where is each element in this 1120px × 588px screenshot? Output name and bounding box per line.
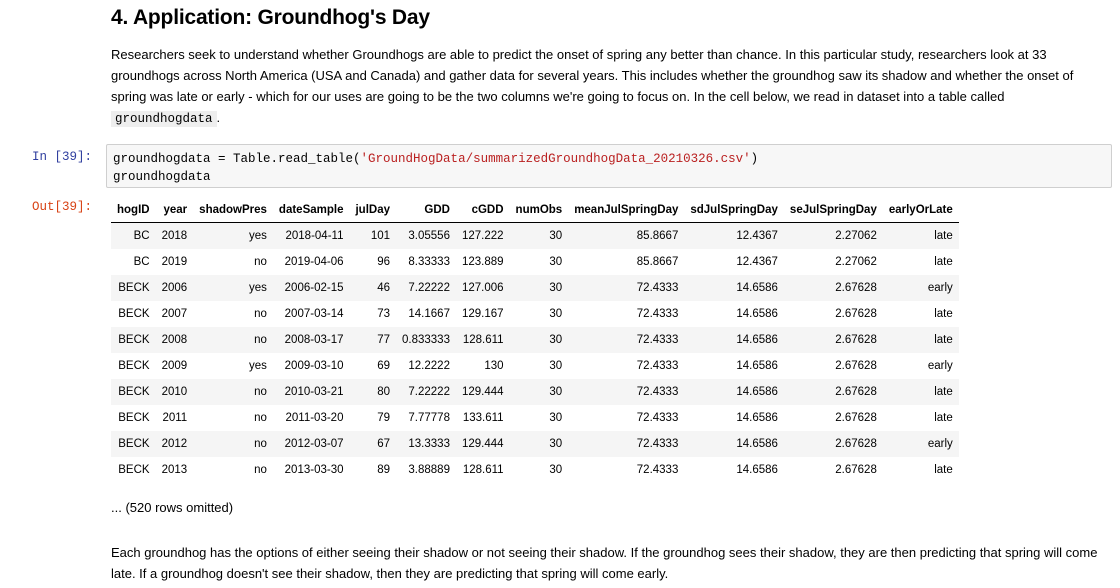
column-header: shadowPres (193, 198, 273, 223)
table-cell: 2012-03-07 (273, 431, 350, 457)
table-cell: 2.67628 (784, 457, 883, 483)
table-cell: 2.67628 (784, 405, 883, 431)
table-cell: 2.67628 (784, 353, 883, 379)
table-cell: 129.167 (456, 301, 510, 327)
table-cell: 2018 (156, 223, 194, 250)
table-row (111, 457, 959, 483)
table-cell: 72.4333 (568, 275, 684, 301)
explanation-markdown-cell (111, 542, 1106, 584)
table-cell: 2.67628 (784, 327, 883, 353)
table-cell: BC (111, 249, 156, 275)
table-cell: 127.222 (456, 223, 510, 250)
table-cell: BC (111, 223, 156, 250)
table-cell: early (883, 353, 959, 379)
input-prompt: In [39]: (32, 150, 93, 164)
table-cell: 7.77778 (396, 405, 456, 431)
column-header: sdJulSpringDay (684, 198, 784, 223)
table-cell: 72.4333 (568, 327, 684, 353)
table-cell: 30 (510, 301, 569, 327)
table-cell: 130 (456, 353, 510, 379)
table-cell: 3.88889 (396, 457, 456, 483)
table-cell: late (883, 223, 959, 250)
table-cell: 96 (349, 249, 396, 275)
table-cell: BECK (111, 431, 156, 457)
table-cell: 30 (510, 327, 569, 353)
inline-code-groundhogdata: groundhogdata (111, 111, 217, 127)
table-cell: late (883, 379, 959, 405)
table-row (111, 249, 959, 275)
table-cell: 101 (349, 223, 396, 250)
table-cell: 85.8667 (568, 223, 684, 250)
table-cell: 14.6586 (684, 301, 784, 327)
table-cell: 2009-03-10 (273, 353, 350, 379)
section-heading: 4. Application: Groundhog's Day (111, 6, 430, 29)
table-cell: 0.833333 (396, 327, 456, 353)
table-cell: 129.444 (456, 431, 510, 457)
table-cell: 2013 (156, 457, 194, 483)
table-row (111, 431, 959, 457)
table-cell: no (193, 327, 273, 353)
table-cell: 72.4333 (568, 405, 684, 431)
table-cell: 8.33333 (396, 249, 456, 275)
table-cell: 14.6586 (684, 457, 784, 483)
table-cell: 30 (510, 379, 569, 405)
column-header: seJulSpringDay (784, 198, 883, 223)
table-cell: late (883, 301, 959, 327)
table-row (111, 275, 959, 301)
table-cell: 2008-03-17 (273, 327, 350, 353)
table-cell: 2019 (156, 249, 194, 275)
table-header-row (111, 198, 959, 223)
table-cell: 123.889 (456, 249, 510, 275)
table-cell: 2.67628 (784, 275, 883, 301)
table-cell: 3.05556 (396, 223, 456, 250)
table-cell: 14.1667 (396, 301, 456, 327)
code-line2: groundhogdata (113, 170, 211, 184)
table-cell: no (193, 431, 273, 457)
table-cell: 128.611 (456, 327, 510, 353)
table-cell: 2019-04-06 (273, 249, 350, 275)
table-cell: 14.6586 (684, 353, 784, 379)
table-cell: 2.67628 (784, 301, 883, 327)
table-cell: late (883, 249, 959, 275)
table-row (111, 405, 959, 431)
data-table (111, 198, 959, 483)
table-body (111, 223, 959, 484)
table-cell: BECK (111, 457, 156, 483)
table-cell: 30 (510, 431, 569, 457)
table-cell: 2008 (156, 327, 194, 353)
table-cell: BECK (111, 327, 156, 353)
table-cell: 30 (510, 405, 569, 431)
output-prompt: Out[39]: (32, 200, 93, 214)
rows-omitted-note: ... (520 rows omitted) (111, 500, 234, 515)
table-cell: 30 (510, 223, 569, 250)
intro-text: Researchers seek to understand whether Groundhogs are able to predict the onset of spring any better than chance. In this particular study, researchers look at 33 groundhogs across North America (USA and Canada) and gather data for several years. This includes whether the groundhog saw its shadow and whether the onset of spring was late or early - which for our uses are going to be the two columns we're going to focus on. In the cell below, we read in dataset into a table called (111, 47, 1074, 104)
table-cell: 2006 (156, 275, 194, 301)
table-cell: 13.3333 (396, 431, 456, 457)
table-cell: yes (193, 275, 273, 301)
table-cell: 30 (510, 275, 569, 301)
column-header: GDD (396, 198, 456, 223)
table-cell: no (193, 301, 273, 327)
table-cell: no (193, 457, 273, 483)
table-cell: 129.444 (456, 379, 510, 405)
table-cell: BECK (111, 301, 156, 327)
table-cell: 2.67628 (784, 431, 883, 457)
table-cell: no (193, 379, 273, 405)
table-cell: late (883, 405, 959, 431)
table-cell: 30 (510, 249, 569, 275)
explanation-paragraph: Each groundhog has the options of either seeing their shadow or not seeing their shadow. If the groundhog sees their shadow, they are then predicting that spring will come late. If a groundhog doesn't see their shadow, then they are predicting that spring will come early. (111, 545, 1098, 581)
table-cell: 2009 (156, 353, 194, 379)
table-cell: 73 (349, 301, 396, 327)
table-cell: yes (193, 223, 273, 250)
table-cell: 133.611 (456, 405, 510, 431)
column-header: earlyOrLate (883, 198, 959, 223)
table-cell: 14.6586 (684, 431, 784, 457)
column-header: cGDD (456, 198, 510, 223)
table-cell: 128.611 (456, 457, 510, 483)
table-cell: 2011 (156, 405, 194, 431)
table-cell: 2010-03-21 (273, 379, 350, 405)
code-input-cell[interactable] (106, 144, 1112, 188)
table-cell: 2011-03-20 (273, 405, 350, 431)
table-cell: 69 (349, 353, 396, 379)
table-cell: 80 (349, 379, 396, 405)
table-cell: no (193, 249, 273, 275)
table-row (111, 353, 959, 379)
column-header: hogID (111, 198, 156, 223)
table-cell: 127.006 (456, 275, 510, 301)
table-cell: 2006-02-15 (273, 275, 350, 301)
table-cell: 46 (349, 275, 396, 301)
table-cell: 2018-04-11 (273, 223, 350, 250)
table-cell: 72.4333 (568, 379, 684, 405)
table-cell: 30 (510, 457, 569, 483)
code-line1-start: groundhogdata = Table.read_table( (113, 152, 361, 166)
table-cell: 72.4333 (568, 353, 684, 379)
table-cell: BECK (111, 353, 156, 379)
table-cell: 2007 (156, 301, 194, 327)
table-cell: 2013-03-30 (273, 457, 350, 483)
table-cell: no (193, 405, 273, 431)
table-cell: 30 (510, 353, 569, 379)
table-cell: 14.6586 (684, 327, 784, 353)
table-cell: BECK (111, 405, 156, 431)
table-cell: 2.27062 (784, 249, 883, 275)
table-cell: 14.6586 (684, 275, 784, 301)
table-row (111, 379, 959, 405)
table-cell: 12.2222 (396, 353, 456, 379)
table-cell: 2.27062 (784, 223, 883, 250)
column-header: dateSample (273, 198, 350, 223)
table-cell: 2012 (156, 431, 194, 457)
table-cell: late (883, 457, 959, 483)
column-header: meanJulSpringDay (568, 198, 684, 223)
table-cell: early (883, 431, 959, 457)
table-cell: BECK (111, 379, 156, 405)
table-cell: 85.8667 (568, 249, 684, 275)
table-cell: 77 (349, 327, 396, 353)
code-line1-end: ) (750, 152, 759, 166)
table-cell: late (883, 327, 959, 353)
column-header: numObs (510, 198, 569, 223)
table-cell: 72.4333 (568, 301, 684, 327)
table-cell: yes (193, 353, 273, 379)
table-cell: 89 (349, 457, 396, 483)
table-cell: 12.4367 (684, 223, 784, 250)
column-header: year (156, 198, 194, 223)
table-row (111, 301, 959, 327)
table-cell: 7.22222 (396, 275, 456, 301)
table-cell: BECK (111, 275, 156, 301)
table-cell: 12.4367 (684, 249, 784, 275)
table-row (111, 327, 959, 353)
table-cell: 79 (349, 405, 396, 431)
intro-paragraph (111, 44, 1106, 130)
table-row (111, 223, 959, 250)
table-cell: 2007-03-14 (273, 301, 350, 327)
table-cell: 72.4333 (568, 431, 684, 457)
table-cell: 14.6586 (684, 405, 784, 431)
table-cell: 14.6586 (684, 379, 784, 405)
table-cell: 7.22222 (396, 379, 456, 405)
output-area (111, 198, 959, 483)
table-cell: 2010 (156, 379, 194, 405)
intro-markdown-cell (111, 44, 1106, 130)
code-string-path: 'GroundHogData/summarizedGroundhogData_20210326.csv' (360, 152, 751, 166)
table-cell: 67 (349, 431, 396, 457)
table-cell: 72.4333 (568, 457, 684, 483)
table-cell: 2.67628 (784, 379, 883, 405)
intro-text-end: . (216, 110, 221, 125)
table-cell: early (883, 275, 959, 301)
column-header: julDay (349, 198, 396, 223)
